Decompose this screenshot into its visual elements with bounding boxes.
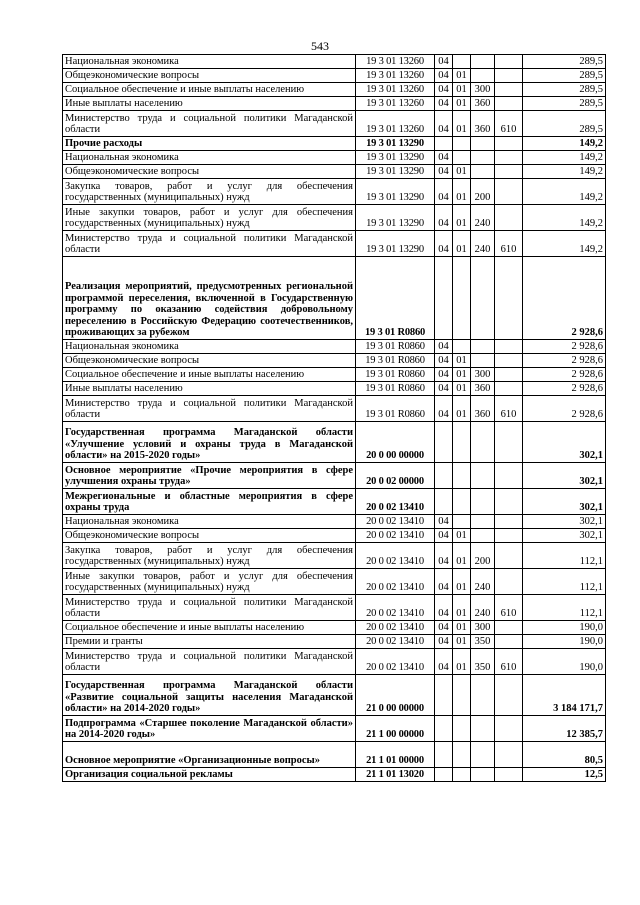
target-code-cell: 19 3 01 R0860: [356, 382, 435, 396]
expense-type-code-cell: [471, 768, 495, 782]
administrator-code-cell: 610: [495, 649, 523, 675]
expense-type-code-cell: 240: [471, 569, 495, 595]
expense-type-code-cell: [471, 55, 495, 69]
amount-cell: 2 928,6: [523, 368, 606, 382]
administrator-code-cell: [495, 463, 523, 489]
administrator-code-cell: [495, 382, 523, 396]
section-code-cell: 04: [435, 83, 453, 97]
subsection-code-cell: 01: [453, 354, 471, 368]
item-name-cell: Иные закупки товаров, работ и услуг для обеспечения государственных (муниципальных) нужд: [63, 205, 356, 231]
expense-type-code-cell: 300: [471, 621, 495, 635]
target-code-cell: 19 3 01 13290: [356, 137, 435, 151]
administrator-code-cell: [495, 205, 523, 231]
target-code-cell: 19 3 01 13290: [356, 205, 435, 231]
section-code-cell: 04: [435, 231, 453, 257]
section-code-cell: [435, 463, 453, 489]
amount-cell: 149,2: [523, 179, 606, 205]
section-code-cell: [435, 489, 453, 515]
target-code-cell: 19 3 01 13260: [356, 55, 435, 69]
expense-type-code-cell: 200: [471, 543, 495, 569]
amount-cell: 302,1: [523, 515, 606, 529]
table-row: [63, 463, 606, 489]
subsection-code-cell: 01: [453, 635, 471, 649]
expense-type-code-cell: 360: [471, 97, 495, 111]
table-row: [63, 368, 606, 382]
expense-type-code-cell: [471, 489, 495, 515]
administrator-code-cell: [495, 716, 523, 742]
expense-type-code-cell: 350: [471, 635, 495, 649]
amount-cell: 2 928,6: [523, 396, 606, 422]
expense-type-code-cell: 350: [471, 649, 495, 675]
administrator-code-cell: 610: [495, 231, 523, 257]
target-code-cell: 21 1 00 00000: [356, 716, 435, 742]
table-row: [63, 151, 606, 165]
item-name-cell: Закупка товаров, работ и услуг для обеспечения государственных (муниципальных) нужд: [63, 179, 356, 205]
subsection-code-cell: 01: [453, 368, 471, 382]
target-code-cell: 19 3 01 13290: [356, 151, 435, 165]
target-code-cell: 19 3 01 R0860: [356, 368, 435, 382]
subsection-code-cell: 01: [453, 595, 471, 621]
administrator-code-cell: [495, 515, 523, 529]
page-number: 543: [311, 39, 329, 53]
item-name-cell: Прочие расходы: [63, 137, 356, 151]
expense-type-code-cell: [471, 354, 495, 368]
expense-type-code-cell: 360: [471, 382, 495, 396]
table-row: [63, 97, 606, 111]
subsection-code-cell: [453, 675, 471, 716]
administrator-code-cell: [495, 368, 523, 382]
amount-cell: 112,1: [523, 543, 606, 569]
item-name-cell: Иные выплаты населению: [63, 382, 356, 396]
administrator-code-cell: 610: [495, 595, 523, 621]
table-row: [63, 55, 606, 69]
administrator-code-cell: 610: [495, 396, 523, 422]
section-code-cell: 04: [435, 396, 453, 422]
subsection-code-cell: 01: [453, 205, 471, 231]
section-code-cell: [435, 137, 453, 151]
subsection-code-cell: 01: [453, 179, 471, 205]
subsection-code-cell: [453, 340, 471, 354]
item-name-cell: Национальная экономика: [63, 55, 356, 69]
amount-cell: 2 928,6: [523, 340, 606, 354]
item-name-cell: Общеэкономические вопросы: [63, 354, 356, 368]
item-name-cell: Общеэкономические вопросы: [63, 69, 356, 83]
table-row: [63, 231, 606, 257]
subsection-code-cell: 01: [453, 231, 471, 257]
subsection-code-cell: [453, 716, 471, 742]
administrator-code-cell: [495, 165, 523, 179]
section-code-cell: 04: [435, 354, 453, 368]
target-code-cell: 20 0 02 13410: [356, 529, 435, 543]
item-name-cell: Государственная программа Магаданской области «Улучшение условий и охраны труда в Магаданской области» на 2015-2020 годы»: [63, 422, 356, 463]
section-code-cell: 04: [435, 382, 453, 396]
administrator-code-cell: [495, 529, 523, 543]
subsection-code-cell: 01: [453, 396, 471, 422]
section-code-cell: 04: [435, 529, 453, 543]
administrator-code-cell: [495, 340, 523, 354]
target-code-cell: 19 3 01 13260: [356, 69, 435, 83]
subsection-code-cell: 01: [453, 111, 471, 137]
table-row: [63, 83, 606, 97]
section-code-cell: [435, 422, 453, 463]
amount-cell: 289,5: [523, 97, 606, 111]
item-name-cell: Социальное обеспечение и иные выплаты населению: [63, 83, 356, 97]
amount-cell: 149,2: [523, 151, 606, 165]
expense-type-code-cell: 200: [471, 179, 495, 205]
target-code-cell: 20 0 02 13410: [356, 621, 435, 635]
item-name-cell: Основное мероприятие «Организационные вопросы»: [63, 742, 356, 768]
section-code-cell: 04: [435, 368, 453, 382]
target-code-cell: 21 1 01 13020: [356, 768, 435, 782]
amount-cell: 2 928,6: [523, 257, 606, 340]
target-code-cell: 19 3 01 13290: [356, 165, 435, 179]
section-code-cell: [435, 716, 453, 742]
expense-type-code-cell: 300: [471, 83, 495, 97]
administrator-code-cell: 610: [495, 111, 523, 137]
amount-cell: 2 928,6: [523, 354, 606, 368]
amount-cell: 289,5: [523, 69, 606, 83]
table-row: [63, 635, 606, 649]
subsection-code-cell: [453, 137, 471, 151]
subsection-code-cell: [453, 463, 471, 489]
table-row: [63, 382, 606, 396]
expense-type-code-cell: [471, 257, 495, 340]
administrator-code-cell: [495, 354, 523, 368]
item-name-cell: Межрегиональные и областные мероприятия в сфере охраны труда: [63, 489, 356, 515]
table-row: [63, 137, 606, 151]
amount-cell: 302,1: [523, 489, 606, 515]
subsection-code-cell: 01: [453, 83, 471, 97]
table-row: [63, 649, 606, 675]
subsection-code-cell: [453, 151, 471, 165]
administrator-code-cell: [495, 675, 523, 716]
table-row: [63, 111, 606, 137]
administrator-code-cell: [495, 83, 523, 97]
subsection-code-cell: [453, 489, 471, 515]
table-row: [63, 515, 606, 529]
subsection-code-cell: 01: [453, 165, 471, 179]
target-code-cell: 20 0 02 13410: [356, 595, 435, 621]
section-code-cell: 04: [435, 543, 453, 569]
target-code-cell: 20 0 02 13410: [356, 569, 435, 595]
item-name-cell: Подпрограмма «Старшее поколение Магаданской области» на 2014-2020 годы»: [63, 716, 356, 742]
expense-type-code-cell: [471, 515, 495, 529]
section-code-cell: 04: [435, 621, 453, 635]
expense-type-code-cell: [471, 716, 495, 742]
amount-cell: 149,2: [523, 231, 606, 257]
table-row: [63, 69, 606, 83]
expense-type-code-cell: [471, 165, 495, 179]
administrator-code-cell: [495, 97, 523, 111]
table-row: [63, 179, 606, 205]
amount-cell: 302,1: [523, 463, 606, 489]
expense-type-code-cell: 240: [471, 595, 495, 621]
section-code-cell: 04: [435, 569, 453, 595]
section-code-cell: 04: [435, 649, 453, 675]
amount-cell: 12 385,7: [523, 716, 606, 742]
table-row: [63, 205, 606, 231]
section-code-cell: 04: [435, 97, 453, 111]
expense-type-code-cell: 360: [471, 111, 495, 137]
subsection-code-cell: [453, 55, 471, 69]
subsection-code-cell: [453, 768, 471, 782]
administrator-code-cell: [495, 179, 523, 205]
table-row: [63, 569, 606, 595]
amount-cell: 149,2: [523, 137, 606, 151]
target-code-cell: 20 0 02 13410: [356, 635, 435, 649]
expense-type-code-cell: 360: [471, 396, 495, 422]
item-name-cell: Общеэкономические вопросы: [63, 529, 356, 543]
subsection-code-cell: 01: [453, 569, 471, 595]
expense-type-code-cell: [471, 137, 495, 151]
amount-cell: 302,1: [523, 529, 606, 543]
subsection-code-cell: [453, 742, 471, 768]
amount-cell: 112,1: [523, 569, 606, 595]
item-name-cell: Основное мероприятие «Прочие мероприятия в сфере улучшения охраны труда»: [63, 463, 356, 489]
section-code-cell: 04: [435, 165, 453, 179]
section-code-cell: 04: [435, 151, 453, 165]
section-code-cell: 04: [435, 205, 453, 231]
subsection-code-cell: 01: [453, 69, 471, 83]
target-code-cell: 20 0 02 13410: [356, 515, 435, 529]
expense-type-code-cell: [471, 151, 495, 165]
subsection-code-cell: 01: [453, 543, 471, 569]
target-code-cell: 19 3 01 13260: [356, 83, 435, 97]
amount-cell: 2 928,6: [523, 382, 606, 396]
target-code-cell: 20 0 02 00000: [356, 463, 435, 489]
section-code-cell: [435, 257, 453, 340]
item-name-cell: Национальная экономика: [63, 151, 356, 165]
subsection-code-cell: 01: [453, 529, 471, 543]
target-code-cell: 20 0 02 13410: [356, 489, 435, 515]
expense-type-code-cell: [471, 529, 495, 543]
table-row: [63, 621, 606, 635]
expense-type-code-cell: [471, 340, 495, 354]
expense-type-code-cell: [471, 69, 495, 83]
item-name-cell: Иные закупки товаров, работ и услуг для обеспечения государственных (муниципальных) нужд: [63, 569, 356, 595]
target-code-cell: 20 0 02 13410: [356, 649, 435, 675]
budget-table-body: [63, 55, 606, 782]
administrator-code-cell: [495, 137, 523, 151]
subsection-code-cell: 01: [453, 621, 471, 635]
expense-type-code-cell: 240: [471, 205, 495, 231]
subsection-code-cell: 01: [453, 382, 471, 396]
administrator-code-cell: [495, 569, 523, 595]
amount-cell: 12,5: [523, 768, 606, 782]
target-code-cell: 21 1 01 00000: [356, 742, 435, 768]
target-code-cell: 21 0 00 00000: [356, 675, 435, 716]
section-code-cell: [435, 742, 453, 768]
item-name-cell: Национальная экономика: [63, 515, 356, 529]
budget-table: [62, 54, 606, 782]
item-name-cell: Министерство труда и социальной политики Магаданской области: [63, 649, 356, 675]
target-code-cell: 19 3 01 R0860: [356, 396, 435, 422]
amount-cell: 149,2: [523, 165, 606, 179]
administrator-code-cell: [495, 621, 523, 635]
item-name-cell: Реализация мероприятий, предусмотренных региональной программой переселения, включенной в Государственную программу по оказанию содействия добровольному переселению в Российскую Федерацию соотечественников, проживающих за рубежом: [63, 257, 356, 340]
amount-cell: 3 184 171,7: [523, 675, 606, 716]
expense-type-code-cell: [471, 422, 495, 463]
subsection-code-cell: 01: [453, 649, 471, 675]
table-row: [63, 422, 606, 463]
item-name-cell: Национальная экономика: [63, 340, 356, 354]
section-code-cell: 04: [435, 55, 453, 69]
section-code-cell: 04: [435, 595, 453, 621]
table-row: [63, 742, 606, 768]
item-name-cell: Министерство труда и социальной политики Магаданской области: [63, 231, 356, 257]
item-name-cell: Министерство труда и социальной политики Магаданской области: [63, 595, 356, 621]
administrator-code-cell: [495, 489, 523, 515]
section-code-cell: 04: [435, 515, 453, 529]
administrator-code-cell: [495, 543, 523, 569]
target-code-cell: 19 3 01 R0860: [356, 257, 435, 340]
item-name-cell: Государственная программа Магаданской области «Развитие социальной защиты населения Магаданской области» на 2014-2020 годы»: [63, 675, 356, 716]
item-name-cell: Иные выплаты населению: [63, 97, 356, 111]
expense-type-code-cell: 300: [471, 368, 495, 382]
expense-type-code-cell: 240: [471, 231, 495, 257]
target-code-cell: 20 0 02 13410: [356, 543, 435, 569]
target-code-cell: 19 3 01 13260: [356, 111, 435, 137]
table-row: [63, 595, 606, 621]
section-code-cell: [435, 768, 453, 782]
amount-cell: 289,5: [523, 55, 606, 69]
item-name-cell: Общеэкономические вопросы: [63, 165, 356, 179]
table-row: [63, 165, 606, 179]
table-row: [63, 354, 606, 368]
amount-cell: 190,0: [523, 635, 606, 649]
administrator-code-cell: [495, 635, 523, 649]
table-row: [63, 768, 606, 782]
target-code-cell: 19 3 01 13260: [356, 97, 435, 111]
amount-cell: 289,5: [523, 111, 606, 137]
table-row: [63, 340, 606, 354]
amount-cell: 190,0: [523, 649, 606, 675]
table-row: [63, 257, 606, 340]
item-name-cell: Министерство труда и социальной политики Магаданской области: [63, 396, 356, 422]
amount-cell: 149,2: [523, 205, 606, 231]
table-row: [63, 396, 606, 422]
target-code-cell: 19 3 01 R0860: [356, 340, 435, 354]
section-code-cell: 04: [435, 635, 453, 649]
target-code-cell: 20 0 00 00000: [356, 422, 435, 463]
item-name-cell: Социальное обеспечение и иные выплаты населению: [63, 368, 356, 382]
administrator-code-cell: [495, 55, 523, 69]
amount-cell: 112,1: [523, 595, 606, 621]
table-row: [63, 675, 606, 716]
amount-cell: 302,1: [523, 422, 606, 463]
table-row: [63, 543, 606, 569]
section-code-cell: 04: [435, 69, 453, 83]
expense-type-code-cell: [471, 463, 495, 489]
administrator-code-cell: [495, 742, 523, 768]
item-name-cell: Премии и гранты: [63, 635, 356, 649]
subsection-code-cell: [453, 257, 471, 340]
expense-type-code-cell: [471, 742, 495, 768]
amount-cell: 80,5: [523, 742, 606, 768]
target-code-cell: 19 3 01 13290: [356, 179, 435, 205]
subsection-code-cell: [453, 515, 471, 529]
target-code-cell: 19 3 01 13290: [356, 231, 435, 257]
item-name-cell: Социальное обеспечение и иные выплаты населению: [63, 621, 356, 635]
section-code-cell: [435, 675, 453, 716]
administrator-code-cell: [495, 768, 523, 782]
item-name-cell: Закупка товаров, работ и услуг для обеспечения государственных (муниципальных) нужд: [63, 543, 356, 569]
expense-type-code-cell: [471, 675, 495, 716]
section-code-cell: 04: [435, 111, 453, 137]
subsection-code-cell: 01: [453, 97, 471, 111]
amount-cell: 289,5: [523, 83, 606, 97]
subsection-code-cell: [453, 422, 471, 463]
table-row: [63, 529, 606, 543]
administrator-code-cell: [495, 257, 523, 340]
administrator-code-cell: [495, 151, 523, 165]
section-code-cell: 04: [435, 179, 453, 205]
target-code-cell: 19 3 01 R0860: [356, 354, 435, 368]
table-row: [63, 489, 606, 515]
table-row: [63, 716, 606, 742]
administrator-code-cell: [495, 422, 523, 463]
item-name-cell: Организация социальной рекламы: [63, 768, 356, 782]
item-name-cell: Министерство труда и социальной политики Магаданской области: [63, 111, 356, 137]
administrator-code-cell: [495, 69, 523, 83]
amount-cell: 190,0: [523, 621, 606, 635]
section-code-cell: 04: [435, 340, 453, 354]
